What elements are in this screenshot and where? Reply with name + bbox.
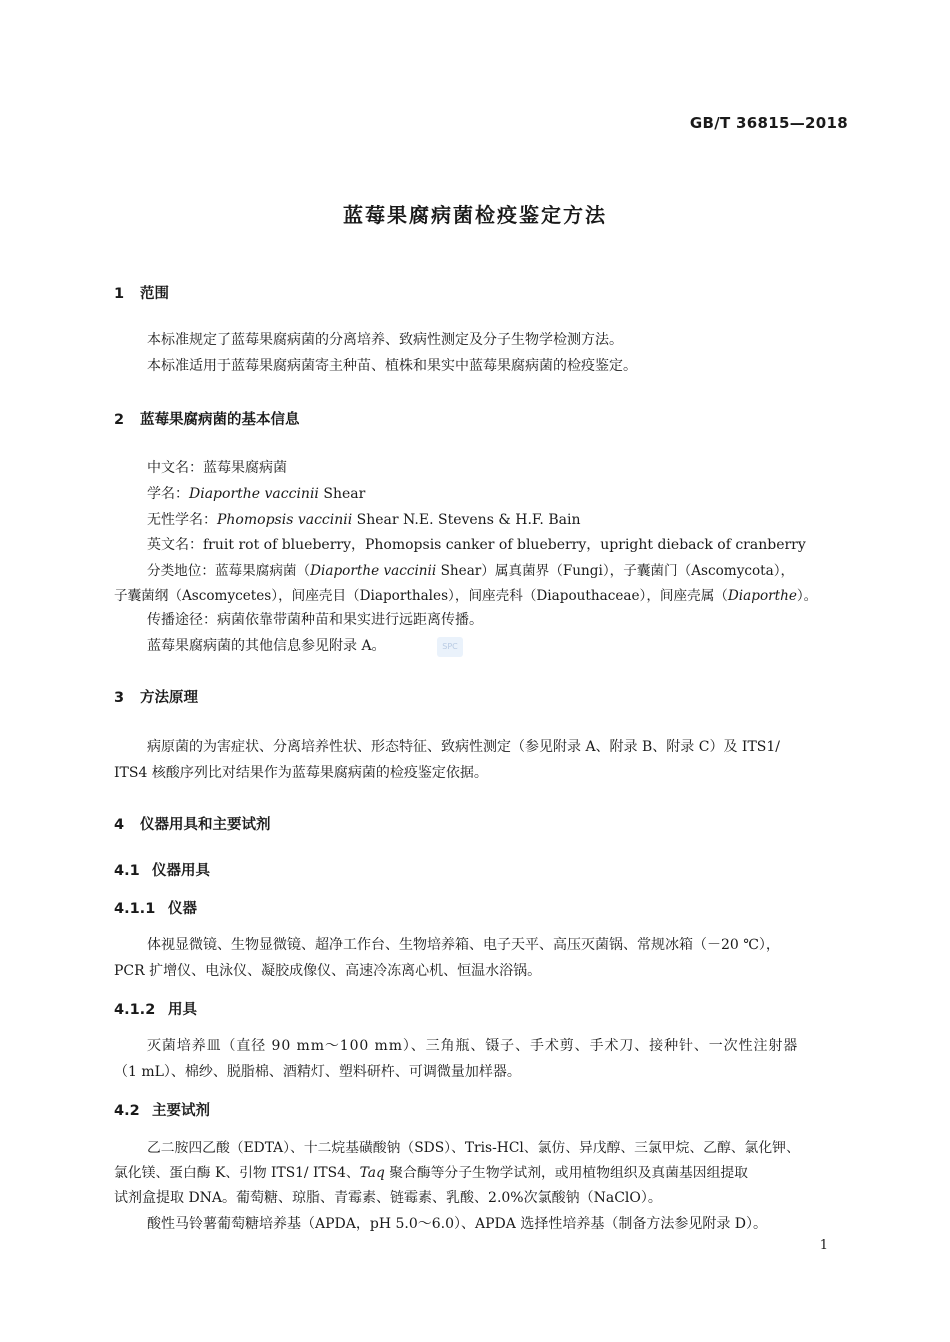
section-title: 用具 [168, 1002, 197, 1018]
section-title: 仪器 [168, 901, 197, 917]
section-4-2-heading [114, 1099, 210, 1120]
label: 无性学名： [147, 512, 217, 528]
spread-line: 传播途径：病菌依靠带菌种苗和果实进行远距离传播。 [147, 612, 483, 628]
section-title: 范围 [140, 286, 169, 302]
paragraph-cont [114, 1161, 748, 1181]
text: Shear）属真菌界（Fungi），子囊菌门（Ascomycota）， [436, 563, 795, 579]
section-number: 4.1.1 [114, 901, 156, 917]
section-4-1-heading [114, 859, 210, 880]
document-title: 蓝莓果腐病菌检疫鉴定方法 [343, 203, 607, 227]
section-4-1-2-heading [114, 998, 197, 1019]
label: 学名： [147, 486, 189, 502]
italic-name: Diaporthe vaccinii [310, 563, 437, 579]
section-4-heading [114, 813, 271, 834]
paragraph: 体视显微镜、生物显微镜、超净工作台、生物培养箱、电子天平、高压灭菌锅、常规冰箱（－20 ℃）， [147, 937, 780, 953]
paragraph-cont: 试剂盒提取 DNA。葡萄糖、琼脂、青霉素、链霉素、乳酸、2.0%次氯酸钠（NaClO）。 [114, 1190, 662, 1206]
paragraph-cont: PCR 扩增仪、电泳仪、凝胶成像仪、高速冷冻离心机、恒温水浴锅。 [114, 963, 542, 979]
text: 氯化镁、蛋白酶 K、引物 ITS1/ ITS4、 [114, 1165, 360, 1181]
text: 子囊菌纲（Ascomycetes），间座壳目（Diaporthales），间座壳科（Diapouthaceae），间座壳属（ [114, 588, 728, 604]
section-number: 4.2 [114, 1103, 140, 1119]
paragraph: 乙二胺四乙酸（EDTA）、十二烷基磺酸钠（SDS）、Tris-HCl、氯仿、异戊醇、三氯甲烷、乙醇、氯化钾、 [147, 1140, 800, 1156]
taxonomy-line [147, 559, 794, 579]
section-title: 仪器用具 [152, 863, 210, 879]
paragraph: 灭菌培养皿（直径 90 mm～100 mm）、三角瓶、镊子、手术剪、手术刀、接种针、一次性注射器 [147, 1038, 799, 1054]
text: 聚合酶等分子生物学试剂，或用植物组织及真菌基因组提取 [384, 1165, 748, 1181]
section-number: 1 [114, 286, 125, 302]
paragraph: 病原菌的为害症状、分离培养性状、形态特征、致病性测定（参见附录 A、附录 B、附录 C）及 ITS1/ [147, 739, 780, 755]
section-4-1-1-heading [114, 897, 197, 918]
paragraph: 酸性马铃薯葡萄糖培养基（APDA，pH 5.0～6.0）、APDA 选择性培养基（制备方法参见附录 D）。 [147, 1216, 768, 1232]
scientific-name-line [147, 483, 365, 503]
paragraph: 本标准规定了蓝莓果腐病菌的分离培养、致病性测定及分子生物学检测方法。 [147, 332, 623, 348]
chinese-name-line: 中文名：蓝莓果腐病菌 [147, 460, 287, 476]
paragraph: 本标准适用于蓝莓果腐病菌寄主种苗、植株和果实中蓝莓果腐病菌的检疫鉴定。 [147, 358, 637, 374]
section-title: 仪器用具和主要试剂 [140, 817, 271, 833]
text: 分类地位：蓝莓果腐病菌（ [147, 563, 311, 579]
text: Shear N.E. Stevens & H.F. Bain [352, 512, 581, 528]
english-name-line: 英文名：fruit rot of blueberry，Phomopsis canker of blueberry，upright dieback of cranberry [147, 537, 806, 553]
section-number: 2 [114, 412, 125, 428]
other-info-line: 蓝莓果腐病菌的其他信息参见附录 A。 [147, 638, 386, 654]
section-number: 4.1 [114, 863, 140, 879]
section-number: 3 [114, 690, 125, 706]
section-title: 主要试剂 [152, 1103, 210, 1119]
paragraph-cont: （1 mL）、棉纱、脱脂棉、酒精灯、塑料研杵、可调微量加样器。 [114, 1064, 521, 1080]
section-1-heading [114, 282, 169, 303]
section-number: 4 [114, 817, 125, 833]
page-number: 1 [819, 1238, 828, 1253]
section-title: 蓝莓果腐病菌的基本信息 [140, 412, 300, 428]
section-3-heading [114, 686, 198, 707]
paragraph-cont: ITS4 核酸序列比对结果作为蓝莓果腐病菌的检疫鉴定依据。 [114, 765, 488, 781]
italic-name: Diaporthe vaccinii [189, 486, 319, 502]
section-title: 方法原理 [140, 690, 198, 706]
standard-number: GB/T 36815—2018 [689, 114, 848, 132]
asexual-name-line [147, 509, 580, 529]
section-2-heading [114, 408, 300, 429]
italic-name: Phomopsis vaccinii [217, 512, 353, 528]
italic-term: Taq [359, 1165, 385, 1181]
text: Shear [318, 486, 366, 502]
italic-name: Diaporthe [727, 588, 797, 604]
watermark-logo: SPC [437, 637, 463, 657]
section-number: 4.1.2 [114, 1002, 156, 1018]
text: ）。 [796, 588, 818, 604]
taxonomy-line-cont [114, 584, 817, 604]
